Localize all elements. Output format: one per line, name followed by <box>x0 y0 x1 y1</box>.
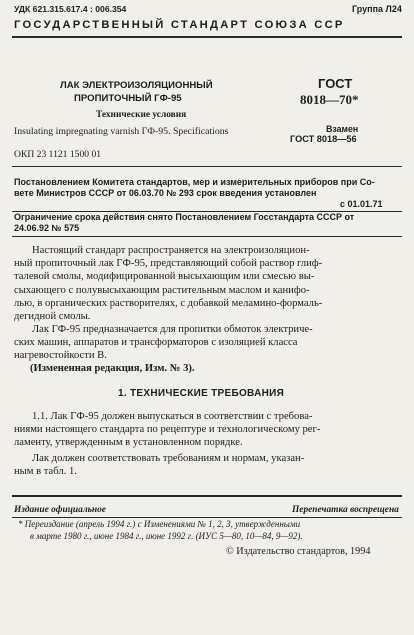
amendment-note: (Измененная редакция, Изм. № 3). <box>30 363 195 374</box>
paragraph-1-1 <box>14 410 402 450</box>
text-line: ниями настоящего стандарта по рецептуре и технологическому рег- <box>14 424 321 436</box>
limit-line2: 24.06.92 № 575 <box>14 223 80 233</box>
text-line: ный пропиточный лак ГФ-95, представляющий собой раствор глиф- <box>14 258 323 270</box>
paragraph-scope <box>14 244 402 323</box>
header-rule <box>12 36 402 38</box>
footer-rule <box>12 495 402 497</box>
text-line: ских машин, аппаратов и трансформаторов с изоляцией класса <box>14 337 298 349</box>
group-code: Группа Л24 <box>352 4 402 14</box>
decree-line1: Постановлением Комитета стандартов, мер и измерительных приборов при Со- <box>14 177 375 187</box>
text-line: сыхающего с полувысыхающим растительным маслом и канифо- <box>14 284 310 296</box>
text-line: Лак должен соответствовать требованиям и нормам, указан- <box>32 453 305 464</box>
copyright: © Издательство стандартов, 1994 <box>226 546 371 557</box>
text-line: 1.1. Лак ГФ-95 должен выпускаться в соответствии с требова- <box>32 411 313 422</box>
reissue-note-line2: в марте 1980 г., июне 1984 г., июне 1992 г. (ИУС 5—80, 10—84, 9—92). <box>30 531 303 541</box>
text-line: лью, в органических растворителях, с добавкой меламино-формаль- <box>14 297 323 309</box>
paragraph-table-ref <box>14 452 402 478</box>
gost-label: ГОСТ <box>318 76 353 91</box>
doc-title-line1: ЛАК ЭЛЕКТРОИЗОЛЯЦИОННЫЙ <box>60 80 213 91</box>
text-line: дегидной смолы. <box>14 311 91 323</box>
decree-line2: вете Министров СССР от 06.03.70 № 293 срок введения установлен <box>14 188 317 198</box>
footer-rule-2 <box>12 517 402 518</box>
section-heading: 1. ТЕХНИЧЕСКИЕ ТРЕБОВАНИЯ <box>118 388 285 399</box>
text-line: ным в табл. 1. <box>14 466 77 478</box>
udk-code: УДК 621.315.617.4 : 006.354 <box>14 4 127 14</box>
limit-rule <box>12 236 402 237</box>
text-line: нагревостойкости В. <box>14 350 107 362</box>
text-line: Настоящий стандарт распространяется на электроизоляцион- <box>32 245 310 256</box>
paragraph-purpose <box>14 323 402 363</box>
doc-title-line2: ПРОПИТОЧНЫЙ ГФ-95 <box>74 93 182 104</box>
english-title: Insulating impregnating varnish ГФ-95. Specifications <box>14 126 229 137</box>
title-rule <box>12 166 402 167</box>
text-line: талевой смолы, модифицированной высыхающим или смесью вы- <box>14 271 315 283</box>
reissue-note-line1: * Переиздание (апрель 1994 г.) с Изменениями № 1, 2, 3, утвержденными <box>18 519 301 529</box>
gost-number: 8018—70* <box>300 92 359 107</box>
text-line: Лак ГФ-95 предназначается для пропитки обмоток электриче- <box>32 324 313 335</box>
standard-banner: ГОСУДАРСТВЕННЫЙ СТАНДАРТ СОЮЗА ССР <box>14 19 345 31</box>
okp-code: ОКП 23 1121 1500 01 <box>14 149 102 160</box>
official-edition: Издание официальное <box>14 505 106 515</box>
reprint-notice: Перепечатка воспрещена <box>292 505 399 515</box>
limit-line1: Ограничение срока действия снято Постановлением Госстандарта СССР от <box>14 212 355 222</box>
replaces-label: Взамен <box>326 124 359 134</box>
text-line: ламенту, утвержденным в установленном порядке. <box>14 437 243 449</box>
doc-subtitle: Технические условия <box>96 110 187 120</box>
decree-date: с 01.01.71 <box>340 199 383 209</box>
replaces-value: ГОСТ 8018—56 <box>290 134 357 144</box>
